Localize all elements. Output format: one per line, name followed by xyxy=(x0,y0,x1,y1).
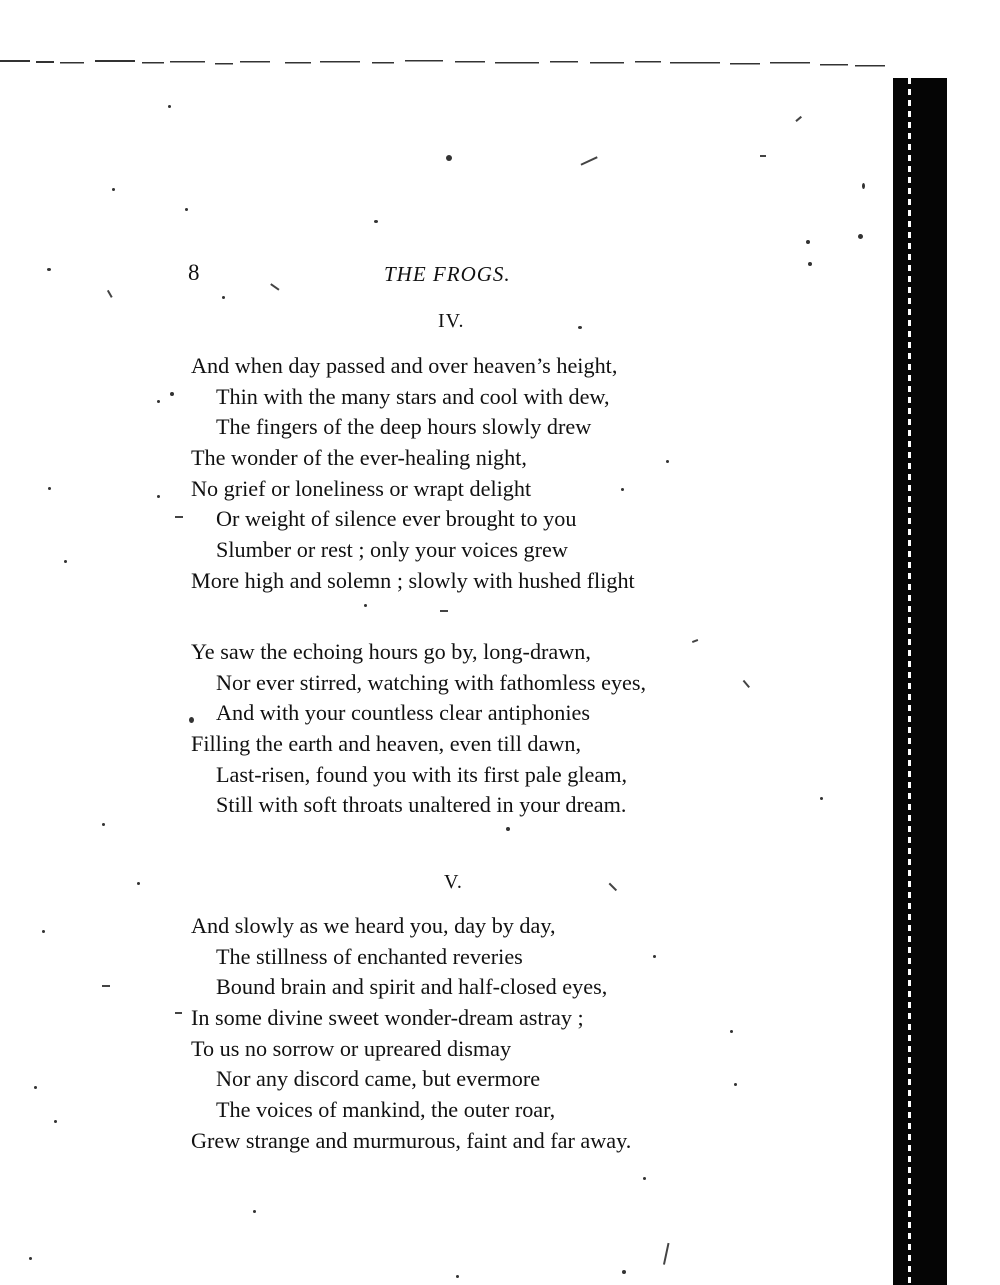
scan-speck xyxy=(253,1210,256,1213)
scan-speck xyxy=(806,240,810,244)
scan-speck xyxy=(102,823,105,826)
scan-mark xyxy=(175,1012,182,1014)
scan-mark xyxy=(609,883,617,891)
running-title: THE FROGS. xyxy=(384,262,511,286)
poem-line: Nor any discord came, but evermore xyxy=(216,1066,541,1092)
scan-speck xyxy=(185,208,188,211)
poem-line: Thin with the many stars and cool with dew, xyxy=(216,383,610,409)
scan-speck xyxy=(820,797,823,800)
stanza-iv-2 xyxy=(191,637,751,821)
scan-speck xyxy=(34,1086,37,1089)
poem-line: The fingers of the deep hours slowly drew xyxy=(216,414,592,440)
poem-line: Slumber or rest ; only your voices grew xyxy=(216,537,568,563)
scan-speck xyxy=(506,827,510,831)
poem-line: And with your countless clear antiphonies xyxy=(216,700,591,726)
poem-line: The wonder of the ever-healing night, xyxy=(191,445,527,471)
poem-line: No grief or loneliness or wrapt delight xyxy=(191,475,532,501)
scan-speck xyxy=(189,717,194,723)
stanza-iv-1 xyxy=(191,351,751,597)
scan-speck xyxy=(364,604,367,607)
scan-mark xyxy=(760,155,766,157)
scan-speck xyxy=(374,220,378,223)
poem-line: More high and solemn ; slowly with hushed flight xyxy=(191,567,635,593)
section-heading-v: V. xyxy=(444,871,463,893)
page-number: 8 xyxy=(188,260,200,285)
scan-speck xyxy=(157,400,160,403)
poem-line: Or weight of silence ever brought to you xyxy=(216,506,577,532)
scan-speck xyxy=(621,488,624,491)
poem-line: Bound brain and spirit and half-closed eyes, xyxy=(216,974,608,1000)
scan-speck xyxy=(730,1030,733,1033)
scan-speck xyxy=(170,392,174,396)
scan-speck xyxy=(858,234,863,239)
scan-mark xyxy=(107,290,112,298)
scan-speck xyxy=(653,955,656,958)
scan-mark xyxy=(581,156,598,165)
poem-line: In some divine sweet wonder-dream astray ; xyxy=(191,1005,584,1031)
poem-line: Nor ever stirred, watching with fathomless eyes, xyxy=(216,669,647,695)
scan-speck xyxy=(48,487,51,490)
scan-speck xyxy=(456,1275,459,1278)
scan-speckle-band xyxy=(0,52,890,74)
poem-line: The stillness of enchanted reveries xyxy=(216,943,523,969)
poem-line: To us no sorrow or upreared dismay xyxy=(191,1035,512,1061)
scan-speck xyxy=(666,460,669,463)
scan-mark xyxy=(270,283,279,290)
scan-speck xyxy=(47,268,51,271)
scan-mark xyxy=(663,1243,669,1265)
section-heading-iv: IV. xyxy=(438,310,465,332)
scan-speck xyxy=(862,183,865,189)
poem-line: Ye saw the echoing hours go by, long-drawn, xyxy=(191,639,591,664)
book-spine-shadow xyxy=(893,78,947,1285)
poem-line: And when day passed and over heaven’s height, xyxy=(191,353,618,378)
poem-line: Last-risen, found you with its first pale gleam, xyxy=(216,761,627,787)
poem-line: Grew strange and murmurous, faint and far away. xyxy=(191,1127,632,1153)
scan-speck xyxy=(157,495,160,498)
scan-speck xyxy=(808,262,812,266)
scan-speck xyxy=(578,326,582,329)
speckle-noise xyxy=(0,52,890,74)
scan-speck xyxy=(643,1177,646,1180)
scan-mark xyxy=(795,116,801,122)
scan-speck xyxy=(622,1270,626,1274)
scan-speck xyxy=(29,1257,32,1260)
scan-speck xyxy=(42,930,45,933)
spine-edge xyxy=(908,78,911,1285)
stanza-v-1 xyxy=(191,911,751,1157)
poem-line: The voices of mankind, the outer roar, xyxy=(216,1097,556,1123)
poem-line: Filling the earth and heaven, even till dawn, xyxy=(191,731,582,757)
scan-speck xyxy=(112,188,115,191)
scan-speck xyxy=(222,296,225,299)
scan-speck xyxy=(64,560,67,563)
scan-mark xyxy=(440,610,448,612)
poem-line: Still with soft throats unaltered in your dream. xyxy=(216,792,627,818)
scan-mark xyxy=(175,516,183,518)
poem-line: And slowly as we heard you, day by day, xyxy=(191,913,556,938)
scan-speck xyxy=(54,1120,57,1123)
scan-speck xyxy=(734,1083,737,1086)
scan-speck xyxy=(446,155,452,161)
scan-speck xyxy=(137,882,140,885)
scan-mark xyxy=(102,985,110,987)
scan-speck xyxy=(168,105,171,108)
